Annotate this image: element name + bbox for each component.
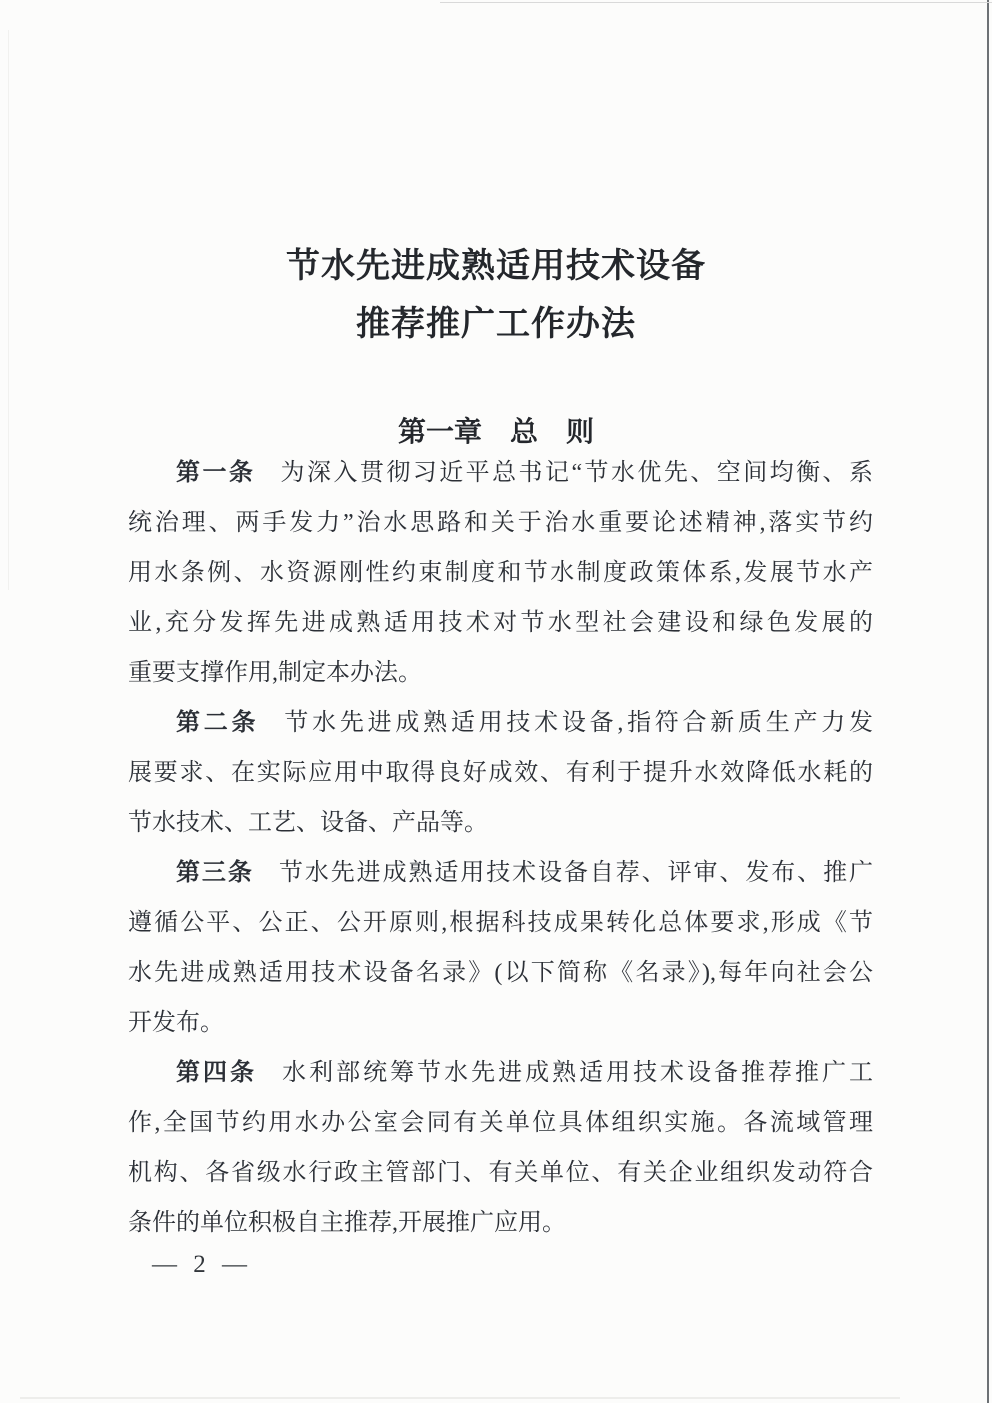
article-4-line-2: 作,全国节约用水办公室会同有关单位具体组织实施。各流域管理 bbox=[128, 1110, 873, 1136]
article-4-first-text: 水利部统筹节水先进成熟适用技术设备推荐推广工 bbox=[282, 1060, 873, 1086]
chapter-heading: 第一章 总 则 bbox=[397, 417, 594, 448]
article-4-label: 第四条 bbox=[176, 1060, 257, 1086]
article-1-line-4: 业,充分发挥先进成熟适用技术对节水型社会建设和绿色发展的 bbox=[128, 610, 873, 636]
article-4-first-line bbox=[128, 1048, 873, 1098]
article-1-line-2: 统治理、两手发力”治水思路和关于治水重要论述精神,落实节约 bbox=[128, 510, 873, 536]
scan-edge-left bbox=[8, 30, 9, 590]
scan-edge-right bbox=[987, 0, 989, 1403]
article-4-line-4: 条件的单位积极自主推荐,开展推广应用。 bbox=[128, 1210, 566, 1236]
page-number: — 2 — bbox=[152, 1251, 252, 1278]
article-3-first-line bbox=[128, 848, 873, 898]
scan-edge-top bbox=[440, 2, 992, 3]
article-3-line-3: 水先进成熟适用技术设备名录》(以下简称《名录》),每年向社会公 bbox=[128, 960, 873, 986]
article-1-line-5: 重要支撑作用,制定本办法。 bbox=[128, 660, 422, 686]
document-title bbox=[0, 238, 992, 354]
article-1-line-3: 用水条例、水资源刚性约束制度和节水制度政策体系,发展节水产 bbox=[128, 560, 873, 586]
article-2-first-text: 节水先进成熟适用技术设备,指符合新质生产力发 bbox=[284, 710, 873, 736]
article-3-label: 第三条 bbox=[176, 860, 254, 886]
article-3-line-2: 遵循公平、公正、公开原则,根据科技成果转化总体要求,形成《节 bbox=[128, 910, 873, 936]
article-4-line-3: 机构、各省级水行政主管部门、有关单位、有关企业组织发动符合 bbox=[128, 1160, 873, 1186]
document-title-line1: 节水先进成熟适用技术设备 bbox=[286, 248, 706, 285]
article-2-line-2: 展要求、在实际应用中取得良好成效、有利于提升水效降低水耗的 bbox=[128, 760, 873, 786]
article-2-first-line bbox=[128, 698, 873, 748]
article-1-first-text: 为深入贯彻习近平总书记“节水优先、空间均衡、系 bbox=[280, 460, 873, 486]
article-1-first-line bbox=[128, 448, 873, 498]
document-title-line2: 推荐推广工作办法 bbox=[356, 306, 636, 343]
article-2-line-3: 节水技术、工艺、设备、产品等。 bbox=[128, 810, 488, 836]
document-body bbox=[128, 448, 873, 1248]
article-3-first-text: 节水先进成熟适用技术设备自荐、评审、发布、推广 bbox=[278, 860, 873, 886]
article-1-label: 第一条 bbox=[176, 460, 256, 486]
article-2-label: 第二条 bbox=[176, 710, 260, 736]
article-3-line-4: 开发布。 bbox=[128, 1010, 224, 1036]
scan-edge-bottom bbox=[20, 1397, 900, 1399]
